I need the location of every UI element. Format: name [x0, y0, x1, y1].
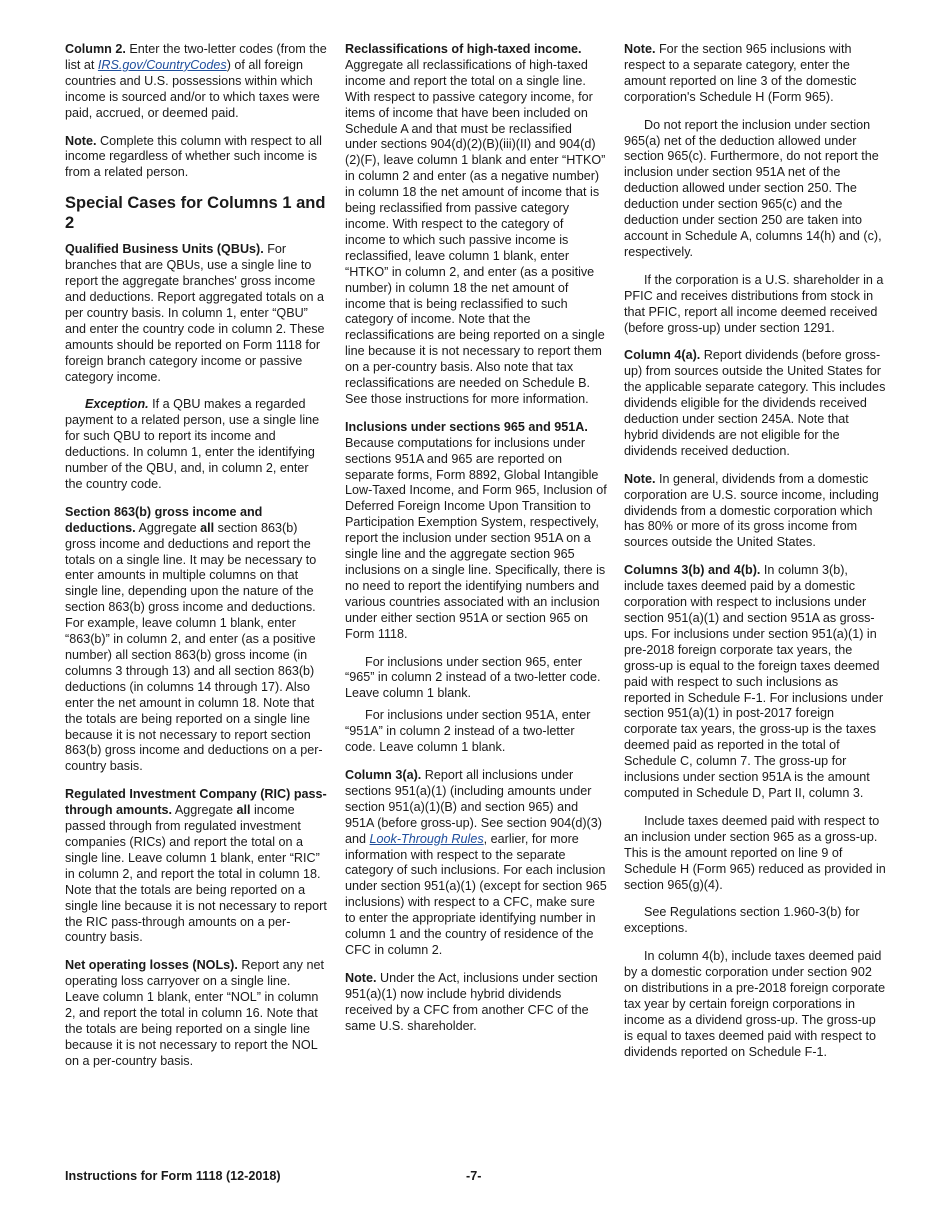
column-3a-paragraph: Column 3(a). Report all inclusions under sections 951(a)(1) (including amounts under section 951(a)(1)(B) and section 965) and 951A (before gross-up). See section 904(d)(3) and Look-Through Rules, earlier, for more information with respect to the separate category of such inclusions. For each inclusion under section 951(a)(1) (except for section 965 inclusions) with respect to a CFC, make sure to enter the appropriate identifying number in column 1 and the country of residence of the CFC in column 2.: [345, 767, 607, 957]
columns-3b-4b-paragraph: Columns 3(b) and 4(b). In column 3(b), include taxes deemed paid by a domestic corporation with respect to inclusions under section 951(a)(1) and section 951A as gross-ups. For inclusions under section 951(a)(1) in pre-2018 foreign corporate tax years, the gross-up is equal to the foreign taxes deemed paid with respect to such inclusions as reported in Schedule F-1. For inclusions under section 951(a)(1) in post-2017 foreign corporate tax years, the gross-up is the taxes deemed paid as reported in the total of Schedule C, column 7. The gross-up for inclusions under section 951A is the amount computed in Schedule D, Part II, column 3.: [624, 563, 884, 800]
section-863b-paragraph: Section 863(b) gross income and deductions. Aggregate all section 863(b) gross income and deductions and report the totals on a single line. It may be necessary to enter amounts in multiple columns on that single line, depending upon the nature of the section 863(b) gross income and deductions. For example, leave column 1 blank, enter “863(b)” in column 2, and enter (as a positive number) all section 863(b) gross income (in columns 3 through 13) and all section 863(b) deductions (in columns 14 through 17). Also enter the net amount in column 18. Note that the totals are being reported on a single line because it is not necessary to report section 863(b) gross income and deductions on a per-country basis.: [65, 504, 323, 774]
section-965-note: Note. For the section 965 inclusions with respect to a separate category, enter the amount reported on line 3 of the domestic corporation's Schedule H (Form 965).: [624, 42, 857, 104]
section-951a-paragraph: For inclusions under section 951A, enter “951A” in column 2 instead of a two-letter code. Leave column 1 blank.: [345, 708, 591, 755]
country-codes-link[interactable]: IRS.gov/CountryCodes: [97, 57, 227, 72]
ric-paragraph: Regulated Investment Company (RIC) pass-through amounts. Aggregate all income passed through from regulated investment companies (RICs) and report the total on a single line. Leave column 1 blank, enter “RIC” in column 2, and report the total in column 18. Note that the totals are being reported on a single line because it is not necessary to report the RIC pass-through amounts on a per-country basis.: [65, 787, 327, 945]
section-965-paragraph: For inclusions under section 965, enter “965” in column 2 instead of a two-letter code. Leave column 1 blank.: [345, 654, 601, 701]
exception-paragraph: Exception. If a QBU makes a regarded payment to a related person, use a single line for such QBU to report its income and deductions. In column 1, enter the identifying number of the QBU, and, in column 2, enter the country code.: [65, 397, 320, 491]
see-regulations-paragraph: See Regulations section 1.960-3(b) for exceptions.: [624, 905, 860, 936]
column-3a-note: Note. Under the Act, inclusions under section 951(a)(1) now include hybrid dividends received by a CFC from another CFC of the same U.S. shareholder.: [345, 970, 598, 1033]
column-3: [624, 42, 886, 1073]
inclusions-paragraph: Inclusions under sections 965 and 951A. Because computations for inclusions under sections 951A and 965 are reported on separate forms, Form 8892, Global Intangible Low-Taxed Income, and Form 965, Inclusion of Deferred Foreign Income Upon Transition to Participation Exemption System, respectively, report the inclusion under section 951A on a single line and the aggregate section 965 inclusions on a single line. Specifically, there is no need to report the identifying numbers and various countries associated with an inclusion under either section 951A or section 965 on Form 1118.: [345, 419, 607, 641]
dividends-note: Note. In general, dividends from a domestic corporation are U.S. source income, including dividends from a domestic corporation which has 80% or more of its gross income from sources outside the United States.: [624, 471, 879, 550]
pfic-paragraph: If the corporation is a U.S. shareholder in a PFIC and receives distributions from stock in that PFIC, report all income deemed received (before gross-up) under section 1291.: [624, 272, 884, 335]
column-4b-paragraph: In column 4(b), include taxes deemed paid by a domestic corporation under section 902 on distributions in a pre-2018 foreign corporate tax year by certain foreign corporations in income as a dividend gross-up. The gross-up is equal to taxes deemed paid with respect to dividends reported on Schedule F-1.: [624, 949, 886, 1059]
page-number: -7-: [466, 1169, 482, 1183]
column-2: [345, 42, 607, 1046]
do-not-report-paragraph: Do not report the inclusion under section 965(a) net of the deduction allowed under section 965(c). Furthermore, do not report the inclusion under section 951A net of the deduction allowed under section 250. The deduction under section 965(c) and the deduction under section 250 are taken into account in Schedule A, columns 14(h) and (c), respectively.: [624, 117, 882, 259]
column-4a-paragraph: Column 4(a). Report dividends (before gross-up) from sources outside the United States for the applicable separate category. This includes dividends eligible for the dividends received deduction under section 245A. Note that hybrid dividends are not eligible for the dividends received deduction.: [624, 348, 886, 458]
include-taxes-paragraph: Include taxes deemed paid with respect to an inclusion under section 965 as a gross-up. This is the amount reported on line 9 of Schedule H (Form 965) reduced as provided in section 965(g)(4).: [624, 813, 886, 892]
special-cases-heading: Special Cases for Columns 1 and 2: [65, 194, 326, 233]
htko-paragraph: Reclassifications of high-taxed income. Aggregate all reclassifications of high-taxed income and report the total on a single line. With respect to passive category income, for items of income that have been included on Schedule A and that must be reclassified under sections 904(d)(2)(B)(iii)(II) and 904(d)(2)(F), leave column 1 blank and enter “HTKO” in column 2 and enter (as a negative number) in column 18 the net amount of income that is being reclassified from passive category income. With respect to the category of income to which such passive income is reclassified, leave column 1 blank, enter “HTKO” in column 2, and enter (as a positive number) in column 18 the net amount of income that is being reclassified to such category of income. Note that the reclassifications are being reported on a single line because it is not necessary to report them on a per-country basis. Also note that tax reclassifications are needed on Schedule B. See those instructions for more information.: [345, 42, 606, 406]
nol-paragraph: Net operating losses (NOLs). Report any net operating loss carryover on a single line. Leave column 1 blank, enter “NOL” in column 2, and report the total in column 16. Note that the totals are being reported on a single line because it is not necessary to report the NOL on a per-country basis.: [65, 958, 324, 1068]
qbu-paragraph: Qualified Business Units (QBUs). For branches that are QBUs, use a single line to report the aggregate branches' gross income and deductions. Report aggregated totals on a per country basis. In column 1, enter “QBU” and enter the country code in column 2. These amounts should be reported on Form 1118 for foreign branch category income or passive category income.: [65, 242, 325, 384]
footer-form-title: Instructions for Form 1118 (12-2018): [65, 1169, 281, 1183]
column-2-note: Note. Complete this column with respect to all income regardless of whether such income is from a related person.: [65, 133, 322, 180]
column-1: [65, 42, 327, 1082]
column-2-instructions: Column 2. Enter the two-letter codes (from the list at IRS.gov/CountryCodes) of all foreign countries and U.S. possessions within which income is sourced and/or to which taxes were paid, accrued, or deemed paid.: [65, 42, 327, 120]
look-through-rules-link[interactable]: Look-Through Rules: [369, 831, 484, 846]
